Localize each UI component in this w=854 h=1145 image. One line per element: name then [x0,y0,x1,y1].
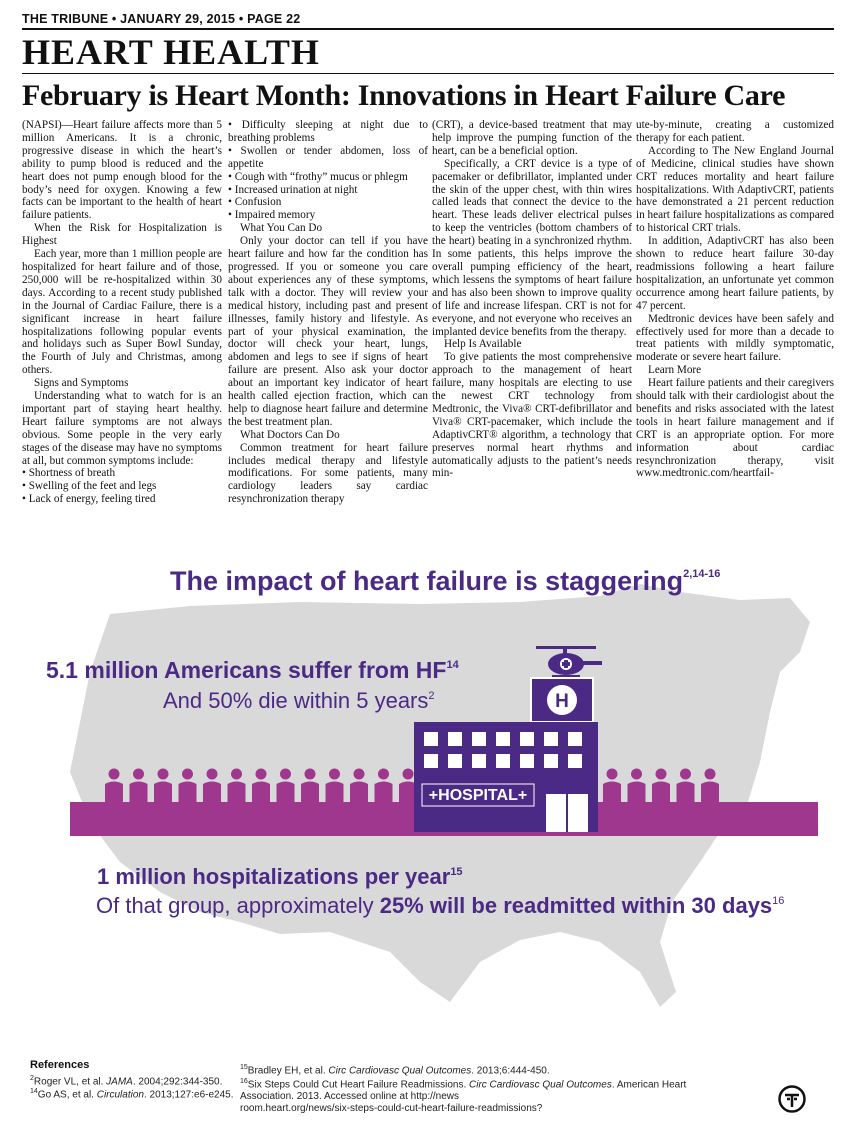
window [544,754,558,768]
article-column-2 [228,119,428,506]
infographic-title-text: The impact of heart failure is staggering [170,566,684,596]
reference-4 [240,1076,710,1115]
bullet-item: • Shortness of breath [22,467,116,480]
reference-4-title: Six Steps Could Cut Heart Failure Readmissions. [247,1079,469,1091]
heart-failure-infographic [0,562,854,1052]
bullet-item: • Confusion [228,196,282,209]
masthead: THE TRIBUNE • JANUARY 29, 2015 • PAGE 22 [22,12,301,26]
window [448,732,462,746]
napsi-logo-icon [778,1085,806,1113]
stat-readmissions-ref: 16 [772,895,785,907]
stat-readmissions [96,893,784,919]
paragraph: Specifically, a CRT device is a type of pacemaker or defibrillator, implanted under the skin of the upper chest, with thin wires called leads that connect the device to the heart. These leads deliver electrical pulses to keep the ventricles (bottom chambers of the heart) beating in a synchronized rhythm. In some patients, this helps improve the overall pumping efficiency of the heart, which lessens the symptoms of heart failure and has also been shown to improve quality of life and increase lifespan. CRT is not for everyone, and not everyone who receives an implanted device benefits from the therapy. [432,157,632,338]
stat-hospitalizations-text: 1 million hospitalizations per year [97,864,451,889]
reference-2-detail: . 2013;127:e6-e245. [143,1089,234,1101]
article-column-4 [636,119,834,480]
reference-2-authors: Go AS, et al. [37,1089,97,1101]
reference-3-journal: Circ Cardiovasc Qual Outcomes [328,1065,472,1077]
subhead: Learn More [648,364,702,377]
bullet-item: • Increased urination at night [228,183,358,196]
reference-1-detail: . 2004;292:344-350. [132,1076,223,1088]
masthead-rule [22,28,834,30]
reference-1-num: 2 [30,1075,34,1082]
reference-4-detail: . American Heart Association. 2013. Accessed online at http://news [240,1079,687,1103]
paragraph: ute-by-minute, creating a customized therapy for each patient. [636,119,834,144]
subhead: When the Risk for Hospitalization is Highest [22,222,222,248]
stat-americans-hf-ref: 14 [446,659,459,671]
infographic-title [170,566,720,597]
window [496,732,510,746]
paragraph: Only your doctor can tell if you have heart failure and how far the condition has progressed. If you or someone you care about experiences any of these symptoms, talk with a doctor. They will review your medical history, including past and present illnesses, family history and lifestyle. As part of your physical examination, the doctor will check your heart, lungs, abdomen and legs to see if signs of heart failure are present. Also ask your doctor about an important key indicator of heart health called ejection fraction, which can help to diagnose heart failure and determine the best treatment plan. [228,235,428,428]
paragraph: Understanding what to watch for is an important part of staying heart healthy. Heart failure symptoms are not always obvious. Some people in the very early stages of the disease may have no symptoms at all, but common symptoms include: [22,390,222,467]
window [424,754,438,768]
paragraph: Medtronic devices have been safely and effectively used for more than a decade to treat patients with mildly symptomatic, moderate or severe heart failure. [636,312,834,364]
stat-readmissions-highlight: 25% will be readmitted within 30 days [379,893,773,918]
reference-1-journal: JAMA [106,1076,133,1088]
paragraph: Common treatment for heart failure includes medical therapy and lifestyle modifications. For some patients, many cardiology leaders say cardiac resynchronization therapy [228,441,428,506]
window [496,754,510,768]
bullet-item: • Swelling of the feet and legs [22,480,157,493]
paragraph: In addition, AdaptivCRT has also been shown to reduce heart failure 30-day readmissions following a heart failure hospitalization, an unfortunate yet common occurrence among heart failure patients, by 47 percent. [636,235,834,312]
stat-readmissions-text: Of that group, approximately [96,893,380,918]
reference-1-authors: Roger VL, et al. [33,1076,107,1088]
reference-2-num: 14 [30,1088,38,1095]
headline: February is Heart Month: Innovations in Heart Failure Care [22,79,786,112]
reference-3-num: 15 [240,1064,248,1071]
reference-4-num: 16 [240,1078,248,1085]
stat-hospitalizations [97,864,463,890]
section-title: HEART HEALTH [22,32,320,72]
subhead: What Doctors Can Do [240,428,340,441]
window [472,732,486,746]
window [544,732,558,746]
hospital-sign: +HOSPITAL+ [428,787,528,804]
window [424,732,438,746]
window [520,754,534,768]
window [568,754,582,768]
paragraph: To give patients the most comprehensive approach to the management of heart failure, many hospitals are electing to use the newest CRT technology from Medtronic, the Viva® CRT-defibrillator and Viva® CRT-pacemaker, which include the AdaptivCRT® algorithm, a technology that preserves normal heart rhythms and automatically adjusts to the patient’s needs min- [432,351,632,480]
window [520,732,534,746]
paragraph: According to The New England Journal of Medicine, clinical studies have shown CRT reduces mortality and heart failure hospitalizations. With AdaptivCRT, patients have demonstrated a 21 percent reduction in heart failure hospitalizations as compared to historical CRT trials. [636,144,834,235]
window [568,732,582,746]
paragraph: (CRT), a device-based treatment that may help improve the pumping function of the heart, can be a beneficial option. [432,119,632,157]
window [448,754,462,768]
section-rule [22,73,834,74]
reference-4-journal: Circ Cardiovasc Qual Outcomes [469,1079,612,1091]
helipad-letter: H [555,691,569,712]
window [472,754,486,768]
reference-3-authors: Bradley EH, et al. [247,1065,329,1077]
reference-2-journal: Circulation [96,1089,144,1101]
article-column-1 [22,119,222,506]
bullet-item: • Swollen or tender abdomen, loss of appetite [228,144,428,170]
reference-4-url[interactable]: room.heart.org/news/six-steps-could-cut-heart-failure-readmissions? [240,1103,543,1115]
infographic-title-ref: 2,14-16 [683,568,721,580]
paragraph: Each year, more than 1 million people are hospitalized for heart failure and of those, 250,000 will be re-hospitalized within 30 days. According to a recent study published in the Journal of Cardiac Failure, there is a significant increase in heart failure hospitalizations following popular events and holidays such as Super Bowl Sunday, the Fourth of July and Christmas, among others. [22,248,222,377]
stat-americans-hf [46,657,459,684]
subhead: What You Can Do [240,222,323,235]
stat-mortality-text: And 50% die within 5 years [163,688,429,713]
subhead: Help Is Available [444,338,522,351]
stat-mortality-ref: 2 [428,690,435,702]
bullet-item: • Difficulty sleeping at night due to breathing problems [228,119,428,144]
stat-hospitalizations-ref: 15 [450,866,463,878]
bullet-item: • Impaired memory [228,209,316,222]
stat-mortality [163,688,435,714]
reference-3-detail: . 2013;6:444-450. [471,1065,550,1077]
article-column-3 [432,119,632,480]
references-title: References [30,1059,90,1071]
paragraph: Heart failure patients and their caregivers should talk with their cardiologist about the benefits and risks associated with the latest tools in heart failure management and if CRT is an appropriate option. For more information about cardiac resynchronization therapy, visit www.medtronic.com/heartfail- [636,377,834,480]
bullet-item: • Lack of energy, feeling tired [22,493,156,506]
stat-americans-hf-text: 5.1 million Americans suffer from HF [46,657,447,683]
bullet-item: • Cough with “frothy” mucus or phlegm [228,170,408,183]
subhead: Signs and Symptoms [34,377,129,390]
reference-2 [30,1086,234,1101]
paragraph: (NAPSI)—Heart failure affects more than 5 million Americans. It is a chronic, progressive disease in which the heart’s ability to pump blood is reduced and the heart does not pump enough blood for the body’s need for oxygen. Knowing a few facts can be important to the health of heart failure patients. [22,119,222,222]
